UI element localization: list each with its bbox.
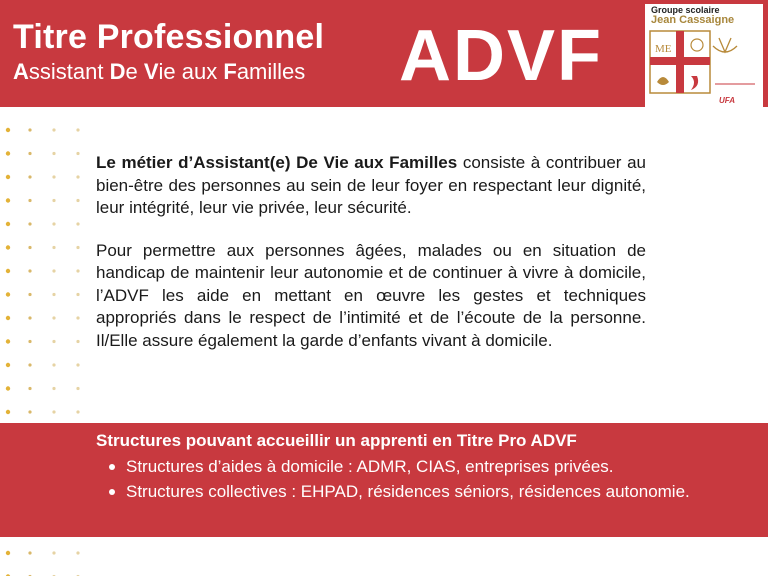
decorative-dot	[6, 222, 10, 226]
structures-band	[0, 423, 768, 537]
intro-rest: consiste à contribuer au bien-être des personnes au sein de leur foyer en respectant leur dignité, leur intégrité, leur vie privée, leur sécurité.	[96, 153, 646, 217]
decorative-dot	[28, 222, 31, 225]
decorative-dot	[52, 152, 55, 155]
main-content	[96, 152, 646, 372]
decorative-dot	[52, 128, 55, 131]
decorative-dot	[76, 293, 79, 296]
decorative-dot	[28, 316, 31, 319]
subtitle-initial-f: F	[223, 59, 237, 84]
decorative-dot	[52, 175, 55, 178]
decorative-dot	[6, 551, 10, 555]
decorative-dot	[76, 152, 79, 155]
crest-icon	[649, 30, 759, 96]
decorative-dot	[28, 340, 31, 343]
decorative-dot	[76, 175, 79, 178]
decorative-dot	[28, 363, 31, 366]
decorative-dot	[52, 222, 55, 225]
decorative-dot	[52, 410, 55, 413]
decorative-dot	[76, 222, 79, 225]
decorative-dot	[6, 386, 10, 390]
school-logo	[645, 4, 763, 108]
subtitle-initial-a: A	[13, 59, 29, 84]
decorative-dot	[28, 551, 31, 554]
logo-ufa-text: UFA	[719, 96, 735, 105]
decorative-dot	[52, 199, 55, 202]
acronym-title: ADVF	[399, 16, 603, 96]
decorative-dot	[28, 387, 31, 390]
decorative-dot	[28, 152, 31, 155]
decorative-dot	[52, 293, 55, 296]
decorative-dot	[76, 269, 79, 272]
decorative-dot	[6, 269, 10, 273]
decorative-dot	[6, 245, 10, 249]
decorative-dot	[76, 363, 79, 366]
subtitle-word-f: amilles	[236, 59, 306, 84]
decorative-dot	[6, 292, 10, 296]
decorative-dot	[6, 316, 10, 320]
decorative-dot	[28, 199, 31, 202]
decorative-dot	[6, 175, 10, 179]
page-subtitle	[13, 59, 305, 85]
decorative-dot	[52, 363, 55, 366]
decorative-dot	[28, 410, 31, 413]
decorative-dot	[52, 316, 55, 319]
structures-title: Structures pouvant accueillir un apprenti en Titre Pro ADVF	[96, 431, 577, 450]
decorative-dot	[28, 246, 31, 249]
decorative-dot	[6, 339, 10, 343]
decorative-dot	[76, 340, 79, 343]
logo-name-text: Jean Cassaigne	[651, 14, 735, 26]
list-item: Structures collectives : EHPAD, résidences séniors, résidences autonomie.	[126, 480, 766, 503]
decorative-dot	[76, 128, 79, 131]
decorative-dot	[52, 246, 55, 249]
decorative-dot	[6, 198, 10, 202]
decorative-dot	[6, 151, 10, 155]
subtitle-initial-v: V	[143, 59, 159, 84]
subtitle-word-a: ssistant	[28, 59, 110, 84]
intro-lead: Le métier d’Assistant(e) De Vie aux Familles	[96, 153, 458, 172]
subtitle-word-v: ie aux	[158, 59, 224, 84]
decorative-dot	[52, 340, 55, 343]
decorative-dot	[76, 387, 79, 390]
decorative-dot	[52, 551, 55, 554]
decorative-dot	[76, 246, 79, 249]
subtitle-initial-d: D	[109, 59, 126, 84]
decorative-dot	[6, 410, 10, 414]
decorative-dot	[76, 316, 79, 319]
mission-paragraph: Pour permettre aux personnes âgées, malades ou en situation de handicap de maintenir leur autonomie et de continuer à vivre à domicile, l’ADVF les aide en mettant en œuvre les gestes et techniques appropriés dans le respect de l’intimité et de l’écoute de la personne. Il/Elle assure également la garde d’enfants vivant à domicile.	[96, 240, 646, 350]
decorative-dot	[28, 269, 31, 272]
decorative-dot	[6, 363, 10, 367]
intro-paragraph	[96, 152, 646, 220]
structures-list	[96, 455, 766, 505]
page-title: Titre Professionnel	[13, 18, 325, 56]
decorative-dot	[76, 410, 79, 413]
decorative-dot	[52, 269, 55, 272]
decorative-dot	[52, 387, 55, 390]
subtitle-word-d: e	[125, 59, 144, 84]
logo-group-text: Groupe scolaire	[651, 5, 720, 15]
decorative-dot	[28, 175, 31, 178]
decorative-dot	[28, 293, 31, 296]
decorative-dot	[28, 128, 31, 131]
crest-monogram: ME	[655, 43, 672, 55]
decorative-dot	[6, 128, 10, 132]
decorative-dot	[76, 199, 79, 202]
list-item: Structures d’aides à domicile : ADMR, CIAS, entreprises privées.	[126, 455, 766, 478]
decorative-dot	[76, 551, 79, 554]
